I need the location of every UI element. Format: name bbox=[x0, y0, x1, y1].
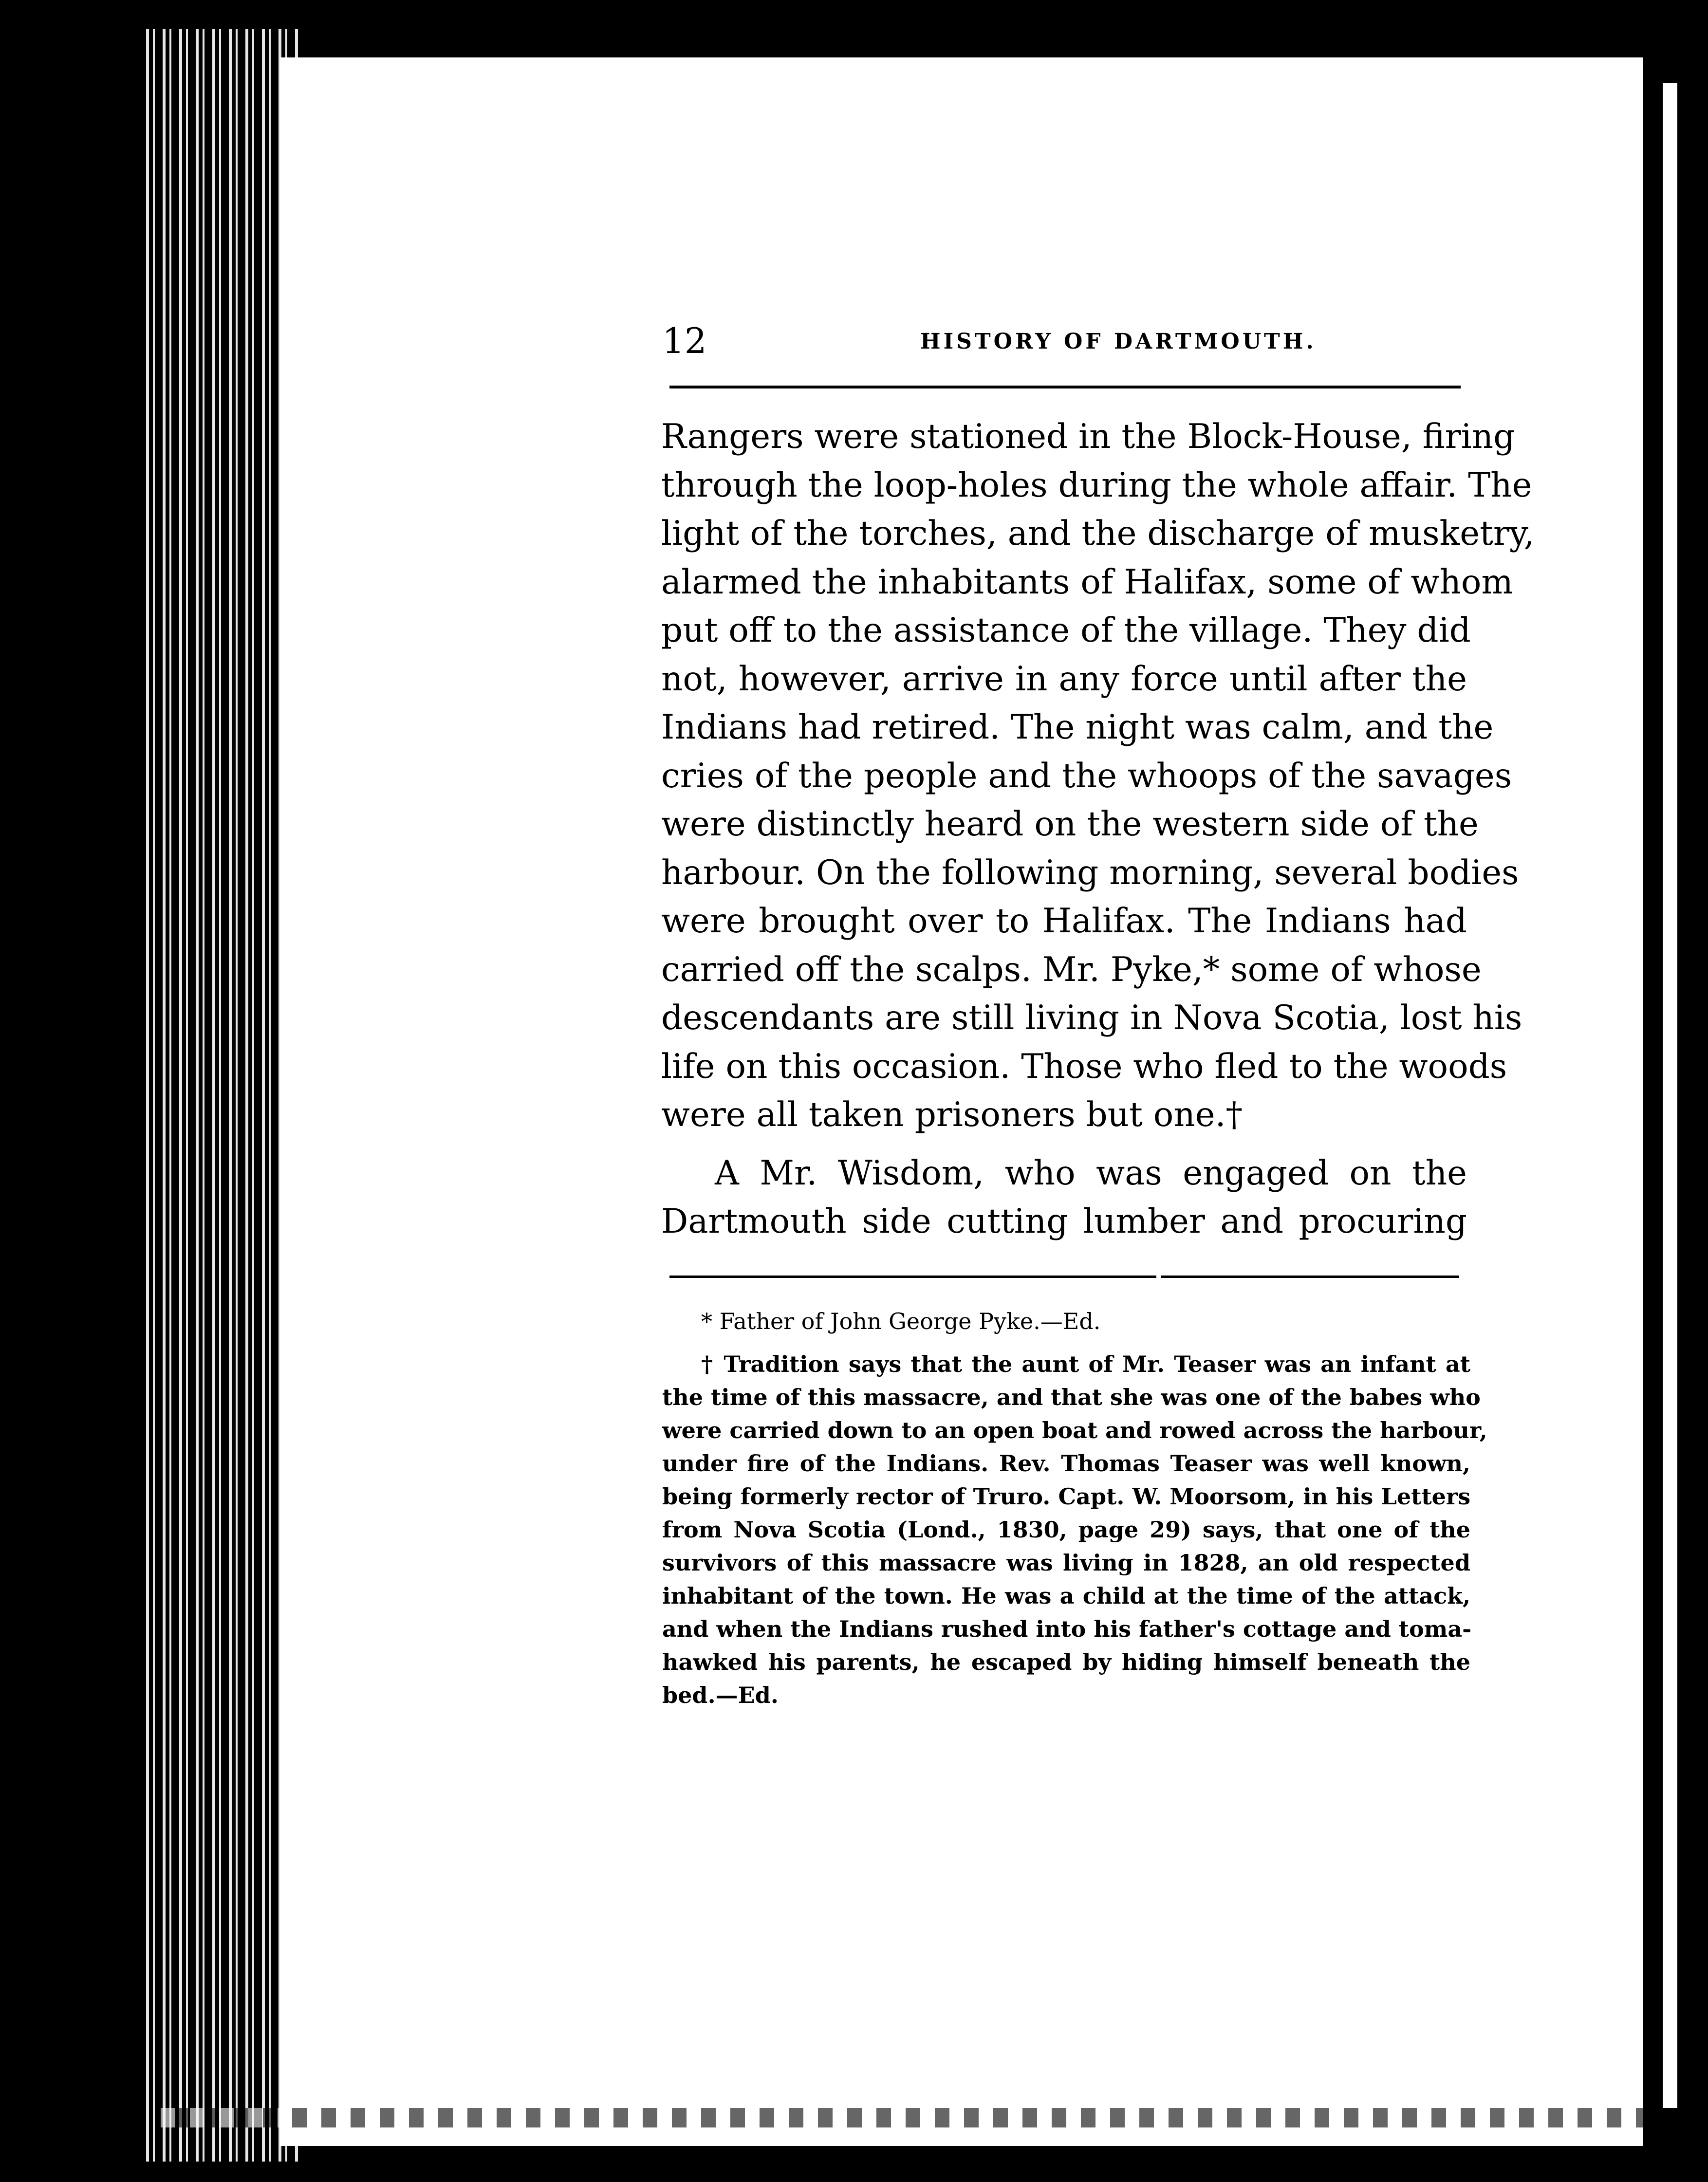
footnote-1: * Father of John George Pyke.—Ed. bbox=[701, 1308, 1101, 1334]
footnote-line: hawked his parents, he escaped by hiding himself beneath the bbox=[662, 1649, 1470, 1675]
body-line: A Mr. Wisdom, who was engaged on the bbox=[715, 1153, 1467, 1193]
body-line: light of the torches, and the discharge of musketry, bbox=[661, 514, 1535, 553]
footnote-line: and when the Indians rushed into his father's cottage and toma- bbox=[662, 1616, 1472, 1642]
body-line: harbour. On the following morning, several bodies bbox=[661, 853, 1519, 892]
footnote-rule-left bbox=[669, 1276, 1156, 1278]
body-line: carried off the scalps. Mr. Pyke,* some of whose bbox=[661, 950, 1482, 989]
body-line: through the loop-holes during the whole affair. The bbox=[661, 465, 1532, 505]
running-head bbox=[662, 321, 1466, 360]
footnote-rule-right bbox=[1161, 1276, 1459, 1278]
footnotes bbox=[662, 1305, 1487, 1712]
scan-bottom-edge bbox=[161, 2108, 1651, 2127]
footnote-line: the time of this massacre, and that she was one of the babes who bbox=[662, 1384, 1481, 1410]
body-line: cries of the people and the whoops of the savages bbox=[661, 756, 1512, 795]
running-title: HISTORY OF DARTMOUTH. bbox=[920, 329, 1317, 354]
body-line: Dartmouth side cutting lumber and procuring bbox=[661, 1202, 1467, 1241]
footnote-line: under fire of the Indians. Rev. Thomas Teaser was well known, bbox=[662, 1450, 1470, 1477]
body-line: not, however, arrive in any force until after the bbox=[661, 659, 1467, 699]
footnote-2 bbox=[662, 1348, 1487, 1712]
body-line: were brought over to Halifax. The Indians had bbox=[661, 902, 1467, 941]
paragraph-2 bbox=[661, 1149, 1467, 1246]
footnote-line: were carried down to an open boat and rowed across the harbour, bbox=[662, 1417, 1487, 1443]
body-line: life on this occasion. Those who fled to the woods bbox=[661, 1047, 1507, 1086]
footnote-line: † Tradition says that the aunt of Mr. Teaser was an infant at bbox=[701, 1351, 1470, 1377]
footnote-line: from Nova Scotia (Lond., 1830, page 29) says, that one of the bbox=[662, 1516, 1470, 1543]
body-line: put off to the assistance of the village. They did bbox=[661, 611, 1471, 650]
body-line: Rangers were stationed in the Block-House, firing bbox=[661, 417, 1515, 456]
footnote-line: survivors of this massacre was living in 1828, an old respected bbox=[662, 1550, 1470, 1576]
header-rule bbox=[669, 386, 1461, 388]
footnote-line: inhabitant of the town. He was a child at the time of the attack, bbox=[662, 1583, 1470, 1609]
body-line: were all taken prisoners but one.† bbox=[661, 1095, 1243, 1134]
body-line: descendants are still living in Nova Scotia, lost his bbox=[661, 999, 1522, 1037]
body-line: were distinctly heard on the western side of the bbox=[661, 805, 1479, 844]
body-line: alarmed the inhabitants of Halifax, some of whom bbox=[661, 562, 1513, 602]
scan-left-edge bbox=[146, 29, 302, 2162]
page-number: 12 bbox=[662, 320, 707, 361]
scan-right-edge bbox=[1663, 83, 1677, 2108]
body-text bbox=[661, 413, 1535, 1246]
footnote-line: being formerly rector of Truro. Capt. W. Moorsom, in his Letters bbox=[662, 1483, 1470, 1510]
body-line: Indians had retired. The night was calm, and the bbox=[661, 708, 1494, 747]
footnote-line: bed.—Ed. bbox=[662, 1682, 779, 1708]
